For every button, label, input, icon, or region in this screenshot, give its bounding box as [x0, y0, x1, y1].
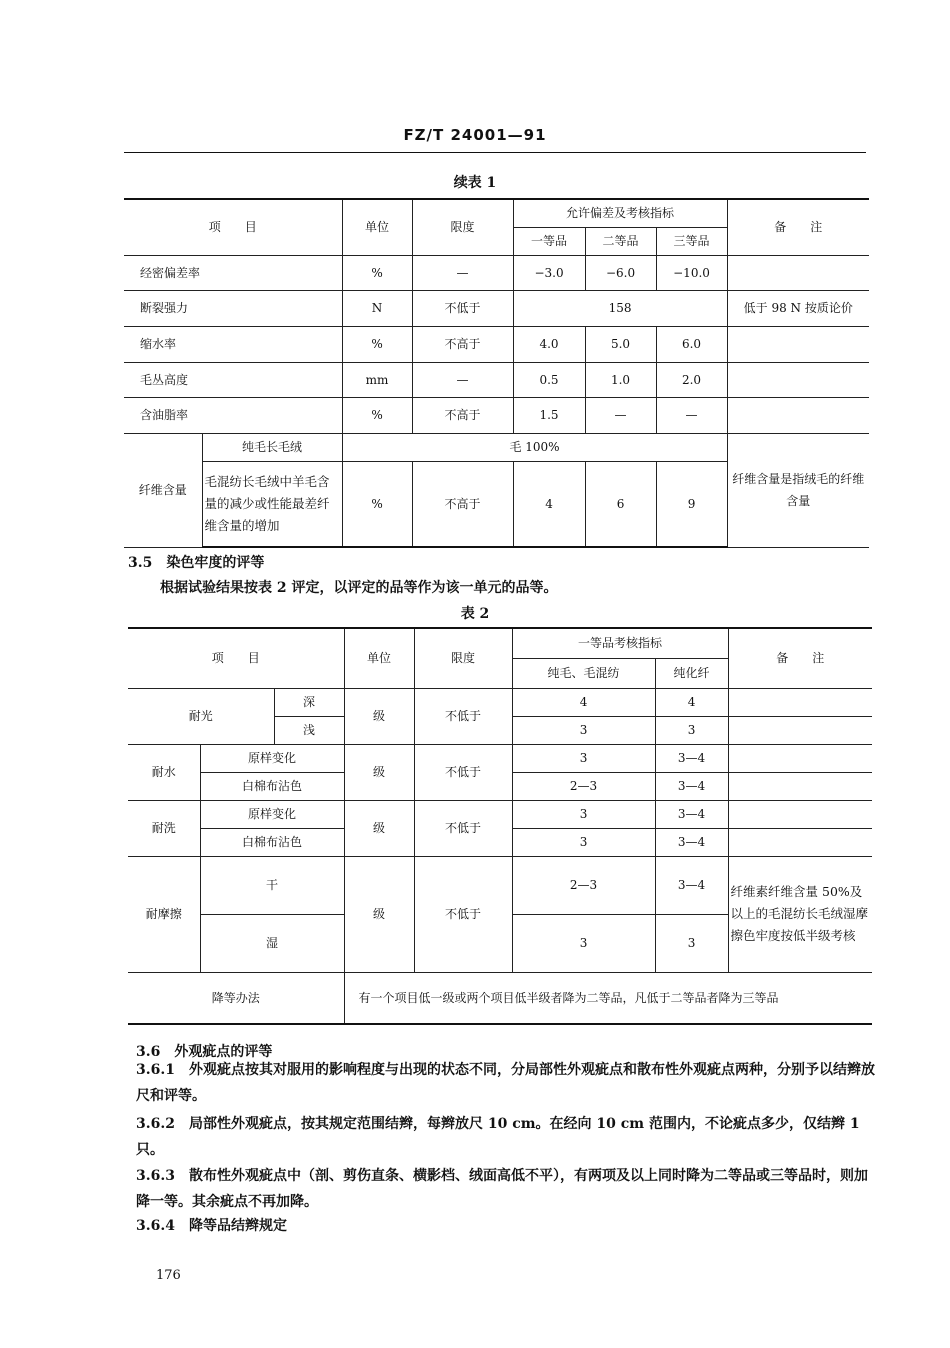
t2-water-label: 耐水: [128, 744, 200, 800]
t1-header-limit: 限度: [412, 199, 513, 255]
t1-row-limit: —: [412, 255, 513, 290]
t1-row-g2: −6.0: [585, 255, 656, 290]
t2-light-remark: [728, 716, 872, 744]
t2-downgrade-text: 有一个项目低一级或两个项目低半级者降为二等品，凡低于二等品者降为三等品: [344, 972, 872, 1024]
t2-header-remark: 备 注: [728, 628, 872, 688]
t1-fiber-remark: 纤维含量是指绒毛的纤维含量: [727, 433, 869, 547]
t1-header-grade2: 二等品: [585, 227, 656, 255]
t1-row-unit: mm: [342, 362, 412, 397]
t1-header-grade3: 三等品: [656, 227, 727, 255]
t2-header-unit: 单位: [344, 628, 414, 688]
t2-rub-dry: 干: [200, 856, 344, 914]
t1-row-remark: [727, 255, 869, 290]
t1-row-g2: 1.0: [585, 362, 656, 397]
t2-header-index: 一等品考核指标: [512, 628, 728, 658]
t2-header-limit: 限度: [414, 628, 512, 688]
section-3-6-4: 3.6.4 降等品结辫规定: [136, 1218, 287, 1234]
t2-wash-remark: [728, 800, 872, 828]
t1-row-item: 断裂强力: [124, 290, 342, 326]
t2-downgrade-label: 降等办法: [128, 972, 344, 1024]
t2-light-label: 耐光: [128, 688, 274, 744]
t2-water-stain: 白棉布沾色: [200, 772, 344, 800]
t2-water-change-wool: 3: [512, 744, 655, 772]
t1-row-g3: —: [656, 397, 727, 433]
t2-rub-limit: 不低于: [414, 856, 512, 972]
t1-row-g3: 6.0: [656, 326, 727, 362]
table1-caption: 续表 1: [453, 175, 497, 191]
t1-row-item: 含油脂率: [124, 397, 342, 433]
t2-header-chem: 纯化纤: [655, 658, 728, 688]
t1-fiber-g2: 6: [585, 461, 656, 547]
t2-wash-remark: [728, 828, 872, 856]
t2-wash-label: 耐洗: [128, 800, 200, 856]
t2-water-stain-wool: 2—3: [512, 772, 655, 800]
t1-row-item: 缩水率: [124, 326, 342, 362]
t2-wash-change-wool: 3: [512, 800, 655, 828]
table2-caption: 表 2: [460, 606, 490, 622]
t2-water-change: 原样变化: [200, 744, 344, 772]
section-3-6-heading: 3.6 外观疵点的评等: [136, 1044, 273, 1060]
t1-fiber-pure-value: 毛 100%: [342, 433, 727, 461]
t2-header-wool: 纯毛、毛混纺: [512, 658, 655, 688]
t1-row-limit: 不高于: [412, 326, 513, 362]
t2-rub-wet-wool: 3: [512, 914, 655, 972]
t1-header-item: 项 目: [124, 199, 342, 255]
section-3-6-1: 3.6.1 外观疵点按其对服用的影响程度与出现的状态不同，分局部性外观疵点和散布性外观疵点两种，分别予以结辫放尺和评等。: [136, 1062, 875, 1104]
t1-row-g1: 1.5: [513, 397, 585, 433]
t1-row-unit: %: [342, 255, 412, 290]
t1-row-g3: 2.0: [656, 362, 727, 397]
t1-row-limit: —: [412, 362, 513, 397]
t2-light-deep: 深: [274, 688, 344, 716]
t2-wash-unit: 级: [344, 800, 414, 856]
t1-header-grade1: 一等品: [513, 227, 585, 255]
t2-wash-change-chem: 3—4: [655, 800, 728, 828]
t1-row-g1: −3.0: [513, 255, 585, 290]
t2-water-stain-chem: 3—4: [655, 772, 728, 800]
t1-row-limit: 不高于: [412, 397, 513, 433]
t2-water-remark: [728, 744, 872, 772]
t2-header-item: 项 目: [128, 628, 344, 688]
t1-row-item: 经密偏差率: [124, 255, 342, 290]
t1-row-remark: [727, 397, 869, 433]
t1-row-g1: 0.5: [513, 362, 585, 397]
t1-header-tolerance: 允许偏差及考核指标: [513, 199, 727, 227]
section-3-5-text: 根据试验结果按表 2 评定，以评定的品等作为该一单元的品等。: [160, 580, 558, 596]
t2-water-unit: 级: [344, 744, 414, 800]
table2: [128, 627, 872, 1025]
t2-wash-limit: 不低于: [414, 800, 512, 856]
t2-light-limit: 不低于: [414, 688, 512, 744]
t2-rub-wet-chem: 3: [655, 914, 728, 972]
t1-fiber-pure-wool: 纯毛长毛绒: [202, 433, 342, 461]
t1-row-unit: %: [342, 326, 412, 362]
t2-water-remark: [728, 772, 872, 800]
t2-light-deep-chem: 4: [655, 688, 728, 716]
table1: [124, 198, 869, 548]
t1-row-limit: 不低于: [412, 290, 513, 326]
t1-row-remark: [727, 362, 869, 397]
t1-row-g1: 4.0: [513, 326, 585, 362]
t2-wash-stain-wool: 3: [512, 828, 655, 856]
t1-row-remark: 低于 98 N 按质论价: [727, 290, 869, 326]
t2-water-change-chem: 3—4: [655, 744, 728, 772]
t1-row-remark: [727, 326, 869, 362]
t2-light-remark: [728, 688, 872, 716]
t1-row-merged-value: 158: [513, 290, 727, 326]
t2-light-deep-wool: 4: [512, 688, 655, 716]
t2-light-light-wool: 3: [512, 716, 655, 744]
t1-fiber-limit: 不高于: [412, 461, 513, 547]
t2-light-unit: 级: [344, 688, 414, 744]
t2-rub-wet: 湿: [200, 914, 344, 972]
t2-light-light: 浅: [274, 716, 344, 744]
t1-row-g2: —: [585, 397, 656, 433]
page-number: 176: [156, 1268, 181, 1283]
t2-water-limit: 不低于: [414, 744, 512, 800]
t1-row-unit: N: [342, 290, 412, 326]
t2-light-light-chem: 3: [655, 716, 728, 744]
t2-rub-unit: 级: [344, 856, 414, 972]
header-rule: [124, 152, 866, 153]
t2-rub-dry-chem: 3—4: [655, 856, 728, 914]
t1-row-g3: −10.0: [656, 255, 727, 290]
t2-rub-remark: 纤维素纤维含量 50%及以上的毛混纺长毛绒湿摩擦色牢度按低半级考核: [728, 856, 872, 972]
t1-row-item: 毛丛高度: [124, 362, 342, 397]
t2-rub-dry-wool: 2—3: [512, 856, 655, 914]
t1-row-g2: 5.0: [585, 326, 656, 362]
t1-header-unit: 单位: [342, 199, 412, 255]
t2-wash-change: 原样变化: [200, 800, 344, 828]
section-3-6-3: 3.6.3 散布性外观疵点中（剖、剪伤直条、横影档、绒面高低不平），有两项及以上同时降为二等品或三等品时，则加降一等。其余疵点不再加降。: [136, 1168, 868, 1210]
t1-fiber-unit: %: [342, 461, 412, 547]
t2-rub-label: 耐摩擦: [128, 856, 200, 972]
standard-code: FZ/T 24001—91: [403, 126, 547, 144]
t1-header-remark: 备 注: [727, 199, 869, 255]
t2-wash-stain: 白棉布沾色: [200, 828, 344, 856]
section-3-5-heading: 3.5 染色牢度的评等: [128, 555, 265, 571]
t2-wash-stain-chem: 3—4: [655, 828, 728, 856]
t1-fiber-g3: 9: [656, 461, 727, 547]
t1-fiber-blend-desc: 毛混纺长毛绒中羊毛含量的减少或性能最差纤维含量的增加: [202, 461, 342, 547]
t1-row-unit: %: [342, 397, 412, 433]
section-3-6-2: 3.6.2 局部性外观疵点，按其规定范围结辫，每辫放尺 10 cm。在经向 10 cm 范围内，不论疵点多少，仅结辫 1 只。: [136, 1116, 860, 1158]
t1-fiber-g1: 4: [513, 461, 585, 547]
t1-fiber-label: 纤维含量: [124, 433, 202, 547]
